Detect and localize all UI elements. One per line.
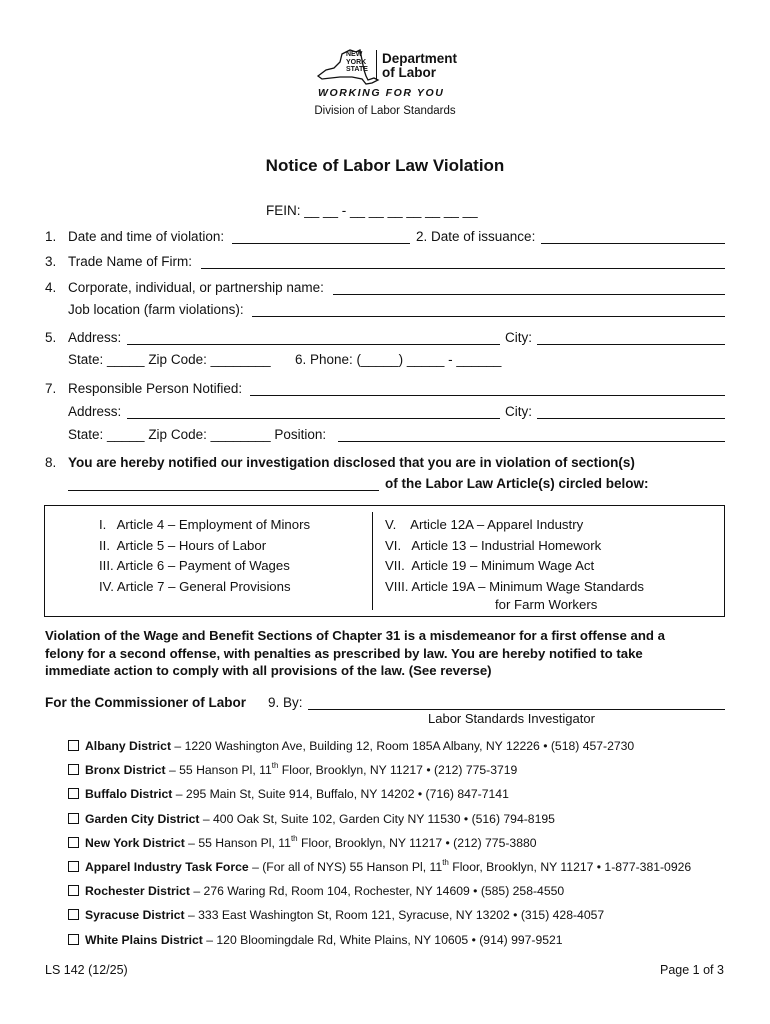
investigator-title: Labor Standards Investigator <box>428 711 595 726</box>
district-details: – 333 East Washington St, Room 121, Syracuse, NY 13202 • (315) 428-4057 <box>184 908 605 923</box>
district-checkbox[interactable] <box>68 909 79 920</box>
phone-field[interactable]: 6. Phone: (_____) _____ - ______ <box>295 352 502 367</box>
violation-date-label: Date and time of violation: <box>68 229 225 244</box>
city-input[interactable] <box>537 418 725 419</box>
district-details: – 120 Bloomingdale Rd, White Plains, NY 10605 • (914) 997-9521 <box>202 932 563 947</box>
field-number: 8. <box>45 455 57 470</box>
signature-input[interactable] <box>308 709 725 710</box>
article-item[interactable]: V. Article 12A – Apparel Industry <box>385 517 584 532</box>
logo-divider <box>376 50 377 80</box>
articles-box <box>44 505 725 617</box>
district-checkbox[interactable] <box>68 764 79 775</box>
state-zip-fields[interactable]: State: _____ Zip Code: ________ <box>68 352 271 367</box>
district-item <box>85 884 564 898</box>
district-item <box>85 933 563 947</box>
job-location-input[interactable] <box>252 316 725 317</box>
district-details: Floor, Brooklyn, NY 11217 • (212) 775-3719 <box>278 763 518 778</box>
city-label: City: <box>505 330 532 345</box>
district-details: – 295 Main St, Suite 914, Buffalo, NY 14202 • (716) 847-7141 <box>172 787 509 802</box>
address-input[interactable] <box>127 418 500 419</box>
district-name: Albany District <box>85 739 172 753</box>
field-number: 5. <box>45 330 57 345</box>
district-checkbox[interactable] <box>68 837 79 848</box>
corporate-name-label: Corporate, individual, or partnership name: <box>68 280 324 295</box>
article-item[interactable]: VIII. Article 19A – Minimum Wage Standards <box>385 578 644 594</box>
district-item <box>85 787 509 801</box>
nys-logo <box>312 46 462 88</box>
division-label: Division of Labor Standards <box>314 105 456 117</box>
article-item[interactable]: III. Article 6 – Payment of Wages <box>99 558 290 573</box>
warning-line: felony for a second offense, with penalties as prescribed by law. You are hereby notified to take <box>45 645 643 661</box>
city-input[interactable] <box>537 344 725 345</box>
district-details: Floor, Brooklyn, NY 11217 • (212) 775-3880 <box>297 835 537 850</box>
district-name: Apparel Industry Task Force <box>85 860 249 874</box>
by-label: 9. By: <box>268 695 303 710</box>
job-location-label: Job location (farm violations): <box>68 302 244 317</box>
fein-field[interactable]: FEIN: __ __ - __ __ __ __ __ __ __ <box>266 203 478 218</box>
articles-divider <box>372 512 373 610</box>
commissioner-label: For the Commissioner of Labor <box>45 695 247 710</box>
article-item-continued: for Farm Workers <box>495 597 598 612</box>
section-input[interactable] <box>68 490 379 491</box>
field-number: 7. <box>45 381 57 396</box>
form-id: LS 142 (12/25) <box>45 963 128 977</box>
district-details: – 55 Hanson Pl, 11 <box>184 835 291 850</box>
district-name: Rochester District <box>85 884 190 899</box>
district-name: Bronx District <box>85 763 166 778</box>
district-checkbox[interactable] <box>68 861 79 872</box>
district-details: Floor, Brooklyn, NY 11217 • 1-877-381-0926 <box>448 860 692 874</box>
address-label: Address: <box>68 404 122 419</box>
state-zip-position-label[interactable]: State: _____ Zip Code: ________ Position: <box>68 427 327 442</box>
address-input[interactable] <box>127 344 500 345</box>
violation-notice-line1: You are hereby notified our investigation disclosed that you are in violation of section(s) <box>68 455 635 470</box>
misdemeanor-warning <box>45 627 665 680</box>
article-item[interactable]: IV. Article 7 – General Provisions <box>99 578 291 594</box>
district-details: – 400 Oak St, Suite 102, Garden City NY 11530 • (516) 794-8195 <box>199 811 555 826</box>
district-checkbox[interactable] <box>68 788 79 799</box>
logo-dept-line1: Department <box>382 51 458 66</box>
article-item[interactable]: VII. Article 19 – Minimum Wage Act <box>385 558 595 573</box>
district-details: – 1220 Washington Ave, Building 12, Room 185A Albany, NY 12226 • (518) 457-2730 <box>171 739 635 753</box>
trade-name-label: Trade Name of Firm: <box>68 254 193 269</box>
district-checkbox[interactable] <box>68 813 79 824</box>
responsible-person-input[interactable] <box>250 395 725 396</box>
district-item <box>85 908 604 922</box>
district-item <box>85 763 517 777</box>
issuance-date-input[interactable] <box>541 243 725 244</box>
position-input[interactable] <box>338 441 725 442</box>
ordinal-suffix: th <box>442 858 449 867</box>
address-label: Address: <box>68 330 122 345</box>
district-checkbox[interactable] <box>68 740 79 751</box>
logo-dept-line2: of Labor <box>382 65 436 80</box>
district-details: – 55 Hanson Pl, 11 <box>165 763 272 778</box>
corporate-name-input[interactable] <box>333 294 725 295</box>
responsible-person-label: Responsible Person Notified: <box>68 381 243 396</box>
district-item <box>85 860 691 874</box>
district-name: New York District <box>85 835 185 850</box>
city-label: City: <box>505 404 532 419</box>
article-item[interactable]: II. Article 5 – Hours of Labor <box>99 537 267 553</box>
district-checkbox[interactable] <box>68 934 79 945</box>
field-number: 4. <box>45 280 57 295</box>
district-name: Buffalo District <box>85 787 173 802</box>
trade-name-input[interactable] <box>201 268 725 269</box>
violation-notice-line2: of the Labor Law Article(s) circled below: <box>385 476 649 491</box>
logo-state-line: NEW <box>346 51 363 58</box>
ordinal-suffix: th <box>271 761 279 771</box>
district-name: White Plains District <box>85 932 203 947</box>
violation-date-input[interactable] <box>232 243 410 244</box>
article-item[interactable]: I. Article 4 – Employment of Minors <box>99 517 311 532</box>
district-item <box>85 812 555 826</box>
district-item <box>85 833 537 850</box>
warning-line: immediate action to comply with all provisions of the law. (See reverse) <box>45 663 492 678</box>
warning-line: Violation of the Wage and Benefit Sections of Chapter 31 is a misdemeanor for a first offense and a <box>45 628 665 643</box>
field-number: 1. <box>45 229 57 244</box>
logo-state-line: YORK <box>346 58 367 66</box>
tagline: WORKING FOR YOU <box>318 87 445 99</box>
page-number: Page 1 of 3 <box>660 963 724 977</box>
district-name: Syracuse District <box>85 908 185 923</box>
district-checkbox[interactable] <box>68 885 79 896</box>
issuance-date-label: 2. Date of issuance: <box>416 229 536 244</box>
district-details: – (For all of NYS) 55 Hanson Pl, 11 <box>248 860 443 874</box>
district-details: – 276 Waring Rd, Room 104, Rochester, NY 14609 • (585) 258-4550 <box>189 884 565 899</box>
district-item <box>85 739 634 753</box>
page-title: Notice of Labor Law Violation <box>265 156 505 175</box>
logo-state-line: STATE <box>346 66 368 73</box>
field-number: 3. <box>45 254 57 269</box>
district-name: Garden City District <box>85 811 200 826</box>
ordinal-suffix: th <box>290 833 298 843</box>
article-item[interactable]: VI. Article 13 – Industrial Homework <box>385 537 602 553</box>
